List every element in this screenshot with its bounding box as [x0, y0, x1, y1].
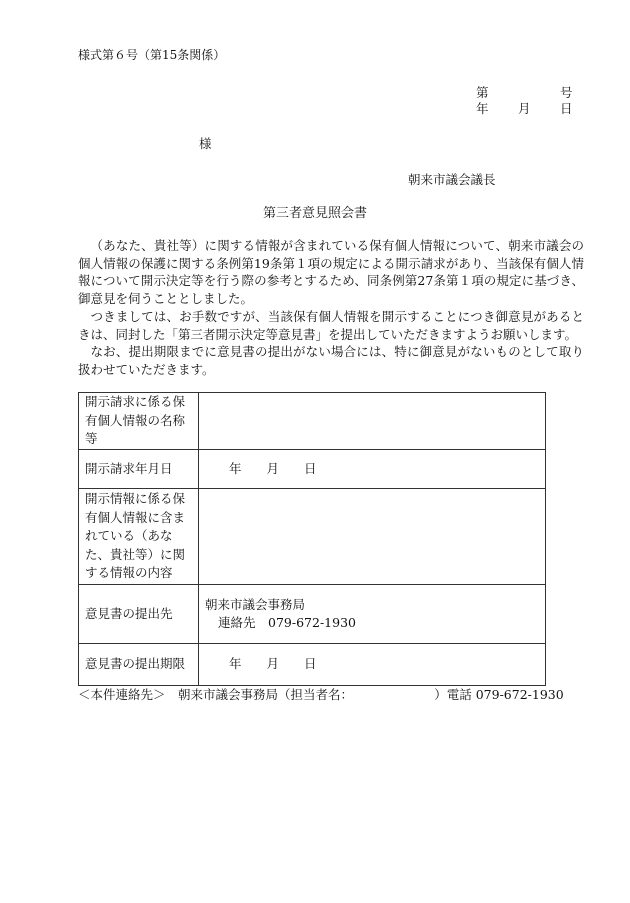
- table-label-content: 開示情報に係る保有個人情報に含まれている（あなた、貴社等）に関する情報の内容: [79, 489, 199, 585]
- body-text: [78, 237, 584, 379]
- addressee-suffix: 様: [199, 136, 212, 151]
- date-year-label: 年: [476, 101, 489, 116]
- submit-office: 朝来市議会事務局: [205, 596, 306, 612]
- document-title: 第三者意見照会書: [262, 206, 367, 221]
- table-label-name: 開示請求に係る保有個人情報の名称等: [79, 393, 199, 450]
- date-month-label: 月: [518, 101, 531, 116]
- info-table: [78, 392, 546, 686]
- table-value-name: [199, 393, 546, 450]
- form-number: 様式第６号（第15条関係）: [78, 48, 226, 62]
- table-label-submit-to: 意見書の提出先: [79, 585, 199, 644]
- table-value-content: [199, 489, 546, 585]
- table-value-submit-to: [199, 585, 546, 644]
- sender-name: 朝来市議会議長: [408, 172, 496, 187]
- date-day-label: 日: [560, 101, 573, 116]
- number-label-gou: 号: [560, 85, 573, 100]
- table-label-deadline: 意見書の提出期限: [79, 644, 199, 686]
- table-row: [79, 393, 546, 450]
- body-paragraph: （あなた、貴社等）に関する情報が含まれている保有個人情報について、朝来市議会の個人情報の保護に関する条例第19条第１項の規定による開示請求があり、当該保有個人情報について開示決定等を行う際の参考とするため、同条例第27条第１項の規定に基づき、御意見を伺うこととしました。: [78, 238, 584, 307]
- table-value-request-date: 年 月 日: [199, 450, 546, 489]
- contact-footer: ＜本件連絡先＞ 朝来市議会事務局（担当者名： ）電話 079-672-1930: [78, 687, 564, 702]
- table-value-deadline: 年 月 日: [199, 644, 546, 686]
- table-label-request-date: 開示請求年月日: [79, 450, 199, 489]
- table-row: [79, 450, 546, 489]
- table-row: [79, 644, 546, 686]
- submit-contact: 連絡先 079-672-1930: [218, 615, 356, 630]
- body-paragraph: なお、提出期限までに意見書の提出がない場合には、特に御意見がないものとして取り扱わせていただきます。: [78, 344, 584, 377]
- number-label-dai: 第: [476, 85, 489, 100]
- table-row: [79, 489, 546, 585]
- table-row: [79, 585, 546, 644]
- body-paragraph: つきましては、お手数ですが、当該保有個人情報を開示することにつき御意見があるときは、同封した「第三者開示決定等意見書」を提出していただきますようお願いします。: [78, 308, 584, 342]
